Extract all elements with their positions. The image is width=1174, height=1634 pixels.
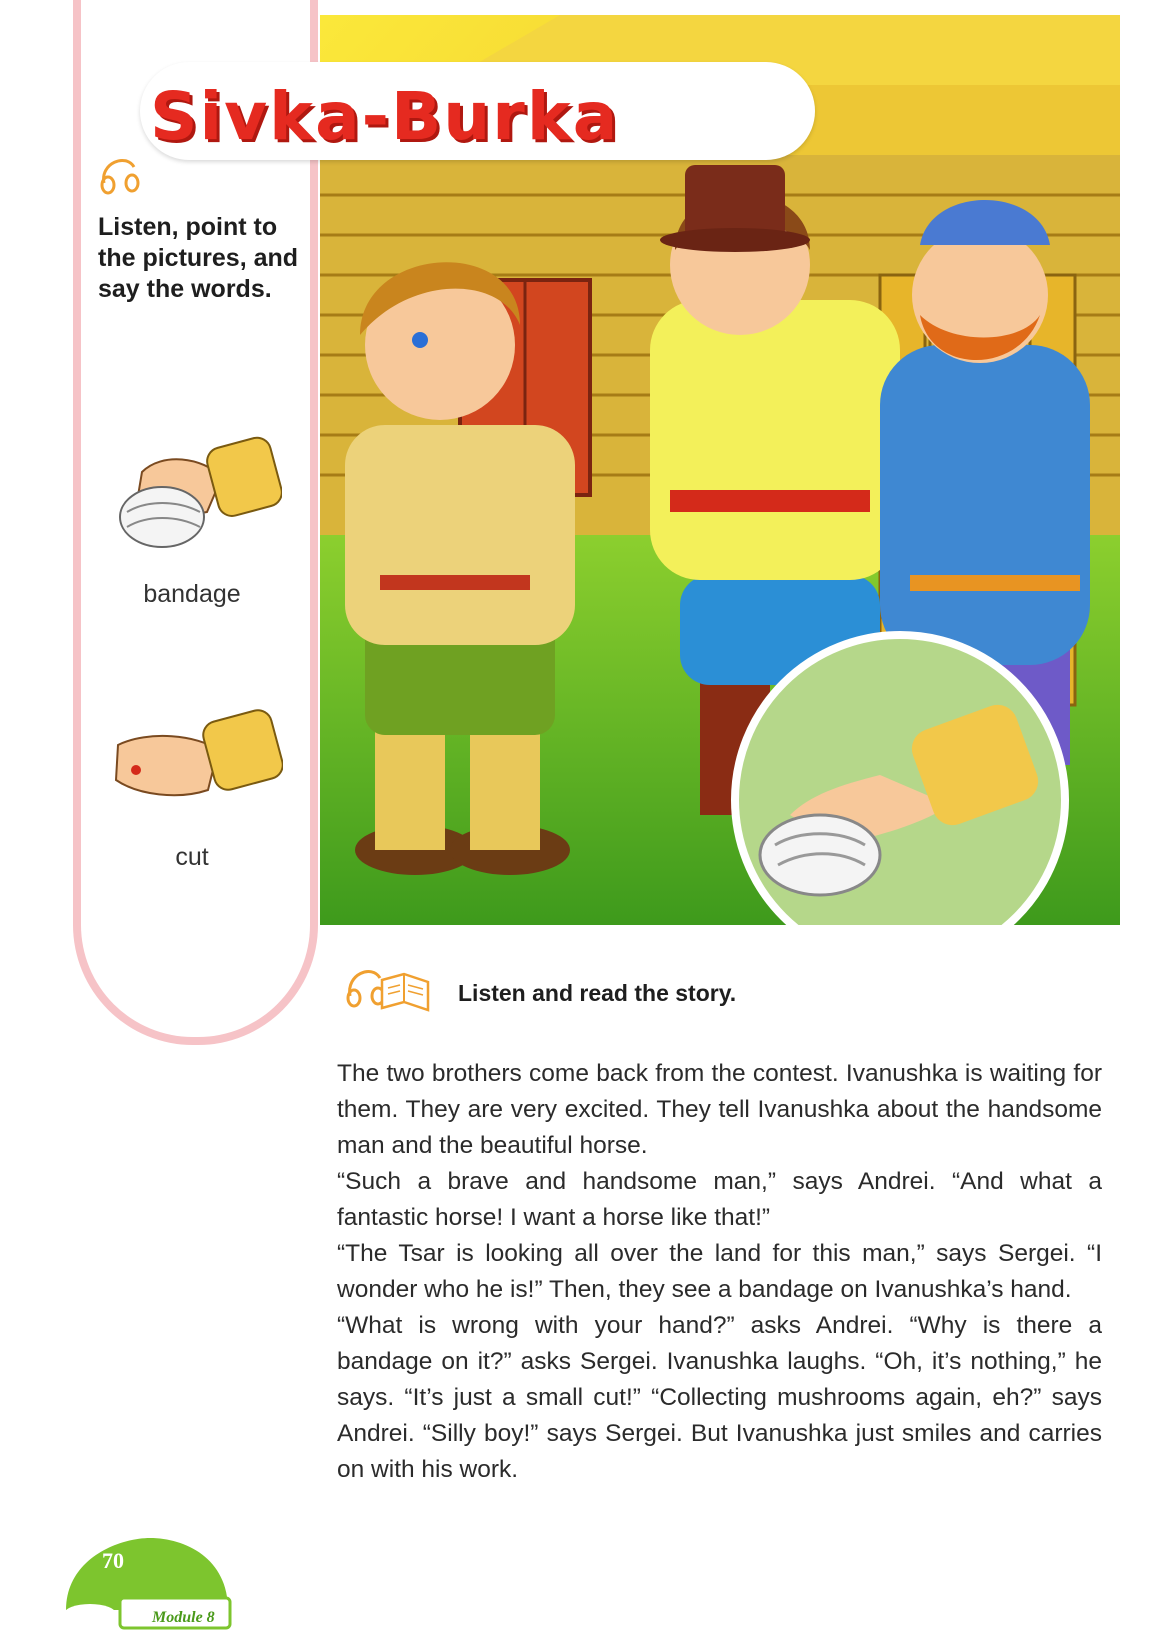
story-paragraph: “The Tsar is looking all over the land for this man,” says Sergei. “I wonder who he is!” Then, they see a bandage on Ivanushka’s hand.	[337, 1240, 1102, 1303]
vocab-word-cut: cut	[175, 843, 209, 871]
activity2-instruction: Listen and read the story.	[458, 980, 737, 1006]
cut-hand-icon	[108, 700, 283, 810]
headphones-icon	[96, 153, 144, 197]
story-text	[337, 1056, 1102, 1488]
page-title: Sivka-Burka	[150, 78, 620, 155]
story-paragraph: The two brothers come back from the contest. Ivanushka is waiting for them. They are very excited. They tell Ivanushka about the handsome man and the beautiful horse.	[337, 1060, 1102, 1159]
module-label: Module 8	[152, 1609, 215, 1626]
vocab-word-bandage: bandage	[143, 580, 241, 608]
story-paragraph: “What is wrong with your hand?” asks Andrei. “Why is there a bandage on it?” asks Sergei. Ivanushka laughs. “Oh, it’s nothing,” he says. “It’s just a small cut!” “Collecting mushrooms again, eh?” says Andrei. “Silly boy!” says Sergei. But Ivanushka just smiles and carries on with his work.	[337, 1312, 1102, 1483]
bandaged-hand-icon	[112, 432, 282, 552]
page-number-badge	[60, 1538, 240, 1634]
headphones-book-icon	[344, 962, 432, 1014]
story-paragraph: “Such a brave and handsome man,” says Andrei. “And what a fantastic horse! I want a horse like that!”	[337, 1168, 1102, 1231]
page-number: 70	[102, 1548, 124, 1573]
activity1-instruction: Listen, point to the pictures, and say the words.	[98, 213, 299, 303]
